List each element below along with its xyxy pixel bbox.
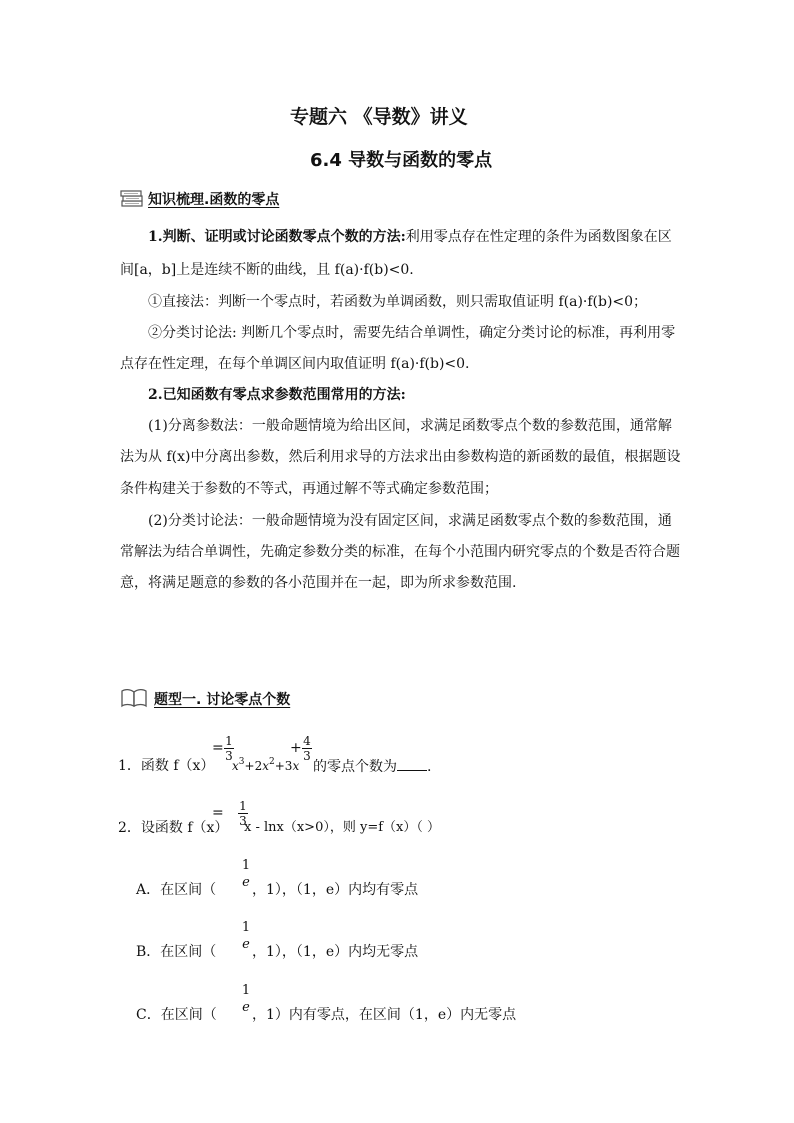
option-a-label: A．在区间（ <box>136 882 217 898</box>
paragraph-5c: 条件构建关于参数的不等式，再通过解不等式确定参数范围； <box>120 481 498 497</box>
option-c-label: C．在区间（ <box>136 1007 217 1023</box>
option-b-label: B．在区间（ <box>136 944 217 960</box>
question-2-fraction: 1 3 <box>239 799 247 828</box>
section-heading-type1 <box>120 688 290 712</box>
option-a-fraction: 1 e <box>241 858 251 890</box>
question-2-prefix: 2．设函数 f（x） <box>118 820 229 836</box>
question-1-eq: = <box>212 740 224 756</box>
question-2-eq: = <box>212 805 224 821</box>
paragraph-3a: ②分类讨论法: 判断几个零点时，需要先结合单调性，确定分类讨论的标准，再利用零 <box>148 325 676 341</box>
paragraph-3b: 点存在性定理，在每个单调区间内取值证明 f(a)·f(b)<0. <box>120 356 470 372</box>
section-heading-text: 知识梳理.函数的零点 <box>148 192 280 208</box>
paragraph-1a <box>148 229 672 245</box>
question-1-polynomial: $x^3+2x^2+3x$ <box>232 757 300 773</box>
paragraph-1b: 间[a，b]上是连续不断的曲线，且 f(a)·f(b)<0. <box>120 262 414 278</box>
paragraph-6c: 意，将满足题意的参数的各小范围并在一起，即为所求参数范围. <box>120 575 517 591</box>
option-b-fraction: 1 e <box>241 920 251 952</box>
answer-blank <box>397 758 427 771</box>
option-c-rest: ，1）内有零点，在区间（1，e）内无零点 <box>252 1007 517 1023</box>
paragraph-4: 2.已知函数有零点求参数范围常用的方法: <box>148 387 406 403</box>
option-b-rest: ，1），（1，e）内均无零点 <box>252 944 419 960</box>
paragraph-6a: (2)分类讨论法：一般命题情境为没有固定区间，求满足函数零点个数的参数范围，通 <box>148 513 672 529</box>
question-1-fraction-2: 4 3 <box>303 734 311 763</box>
option-c-fraction: 1 e <box>241 983 251 1015</box>
section-heading-text: 题型一. 讨论零点个数 <box>154 692 291 708</box>
paragraph-6b: 常解法为结合单调性，先确定参数分类的标准，在每个小范围内研究零点的个数是否符合题 <box>120 544 680 560</box>
question-1-fraction-1: 1 3 <box>225 734 233 763</box>
page-title: 专题六 《导数》讲义 <box>290 106 468 128</box>
page-subtitle: 6.4 导数与函数的零点 <box>310 150 493 171</box>
section-heading-knowledge <box>120 188 279 212</box>
paragraph-1-lead: 1.判断、证明或讨论函数零点个数的方法: <box>148 229 406 245</box>
question-1-prefix: 1．函数 f（x） <box>118 758 215 774</box>
question-2-body: x - lnx（x>0），则 y=f（x）（ ） <box>244 820 440 835</box>
question-1-suffix: 的零点个数为 . <box>313 759 432 775</box>
paragraph-1-text: 利用零点存在性定理的条件为函数图象在区 <box>405 229 672 245</box>
paragraph-2: ①直接法：判断一个零点时，若函数为单调函数，则只需取值证明 f(a)·f(b)<0； <box>148 294 648 310</box>
option-a-rest: ，1），（1，e）内均有零点 <box>252 882 419 898</box>
open-book-icon <box>120 688 148 712</box>
question-1-plus: + <box>290 740 302 756</box>
paragraph-5a: (1)分离参数法：一般命题情境为给出区间，求满足函数零点个数的参数范围，通常解 <box>148 418 672 434</box>
books-icon <box>120 188 144 212</box>
paragraph-5b: 法为从 f(x)中分离出参数，然后利用求导的方法求出由参数构造的新函数的最值，根据题设 <box>120 449 681 465</box>
